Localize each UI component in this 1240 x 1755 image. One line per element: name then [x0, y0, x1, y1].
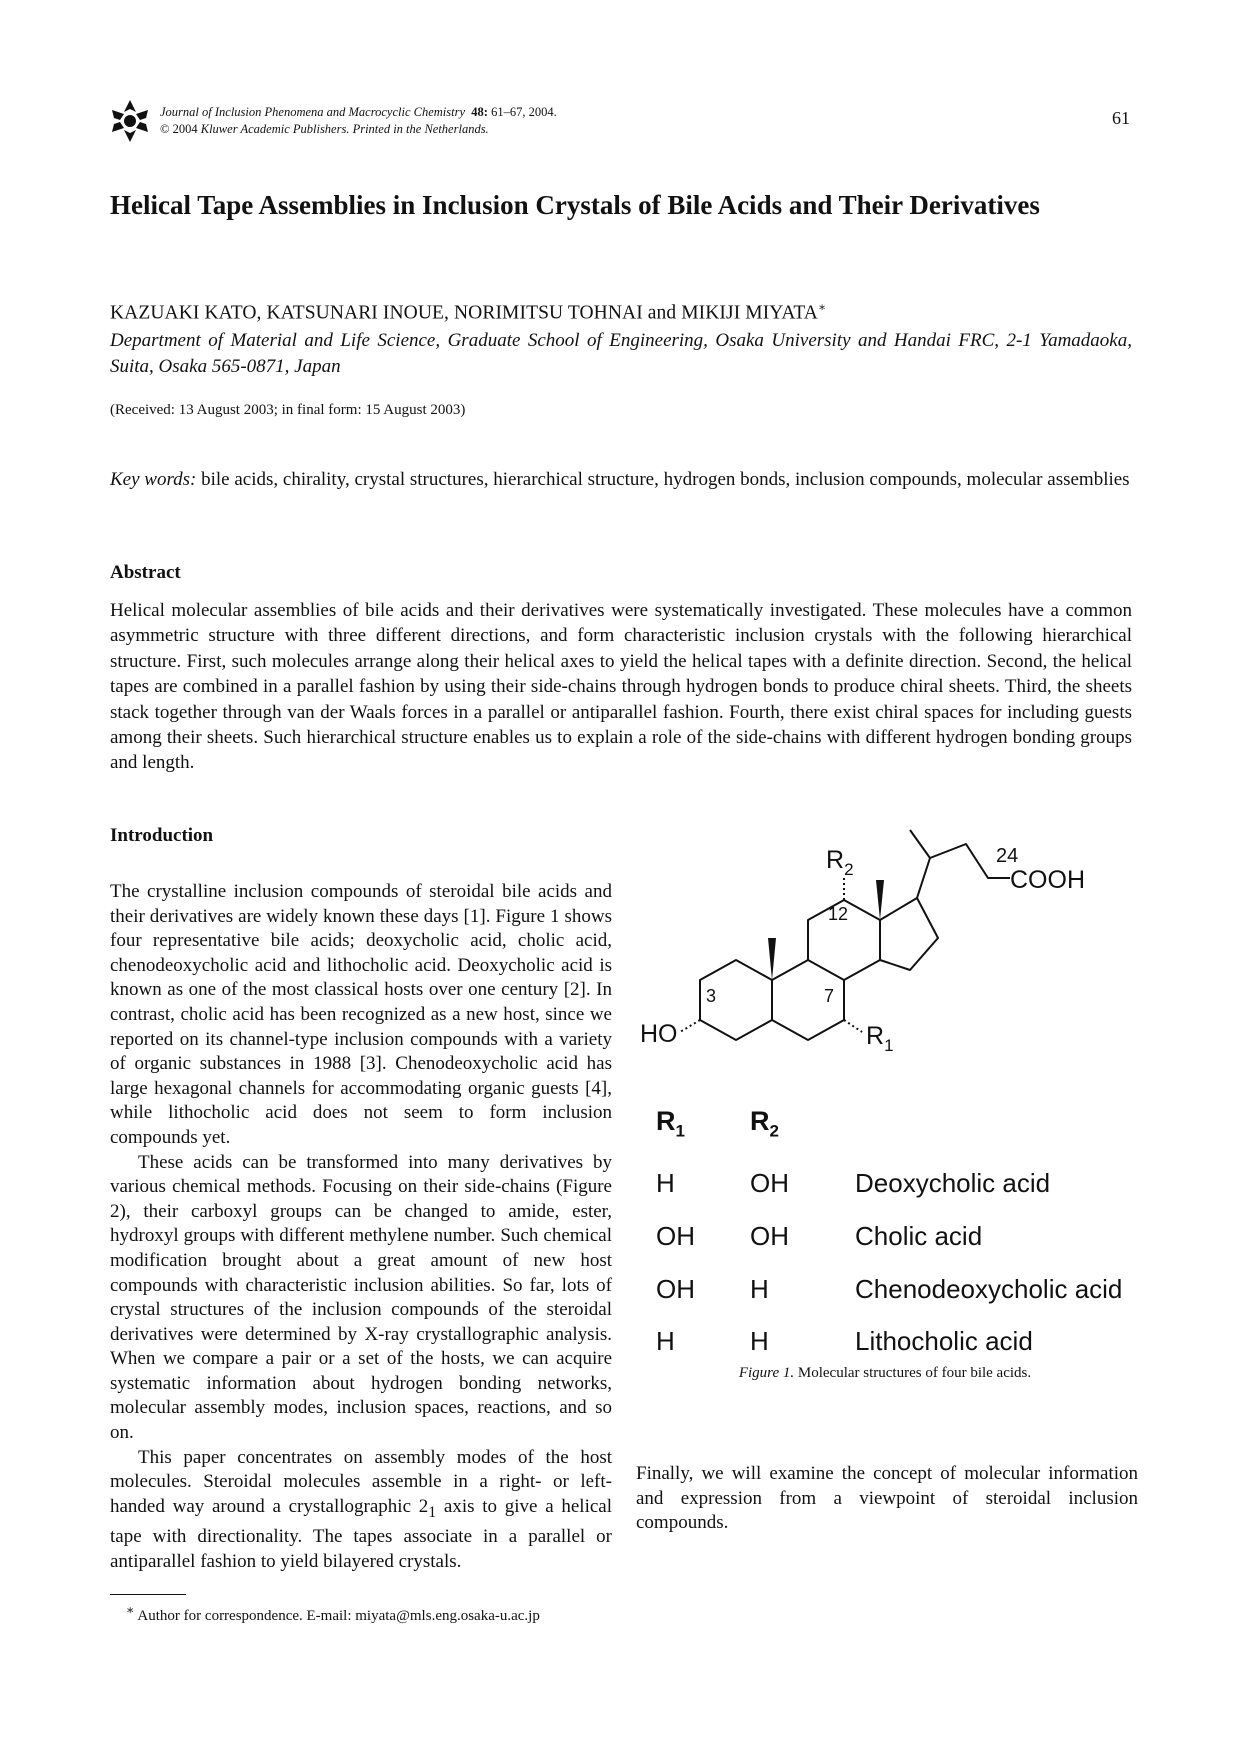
journal-pages: 61–67, 2004.	[487, 105, 557, 119]
introduction-heading: Introduction	[110, 825, 214, 846]
caption-label: Figure 1.	[738, 1365, 795, 1381]
affiliation: Department of Material and Life Science, Graduate School of Engineering, Osaka University and Handai FRC, 2-1 Yamadaoka, Suita, Osaka 565-0871, Japan	[110, 330, 1132, 377]
label-r1: $R_1$	[866, 1022, 894, 1055]
copyright: © 2004	[160, 122, 201, 136]
row-3-name: Chenodeoxycholic acid	[855, 1274, 1123, 1304]
keywords-text: bile acids, chirality, crystal structures, hierarchical structure, hydrogen bonds, inclusion compounds, molecular assemblies	[196, 469, 1130, 490]
row-3-r2: H	[750, 1274, 769, 1304]
journal-volume: 48:	[471, 105, 488, 119]
author-list	[110, 300, 826, 325]
row-1-r2: OH	[750, 1168, 789, 1198]
paper-title: Helical Tape Assemblies in Inclusion Crystals of Bile Acids and Their Derivatives	[110, 190, 1040, 220]
footnote-mark: ∗	[126, 1603, 135, 1617]
table-head-r2: $R_2$	[750, 1106, 779, 1141]
row-3-r1: OH	[656, 1274, 695, 1304]
row-4-r1: H	[656, 1326, 675, 1356]
methyl-wedge-13	[876, 880, 884, 920]
publisher: Kluwer Academic Publishers. Printed in the Netherlands.	[200, 122, 489, 136]
ho-bond	[680, 1020, 700, 1032]
side-chain	[910, 830, 1010, 898]
abstract-heading: Abstract	[110, 562, 181, 583]
label-r2: $R_2$	[826, 846, 854, 879]
received-dates: (Received: 13 August 2003; in final form: 15 August 2003)	[110, 402, 466, 418]
label-3: 3	[706, 986, 717, 1006]
right-column-text: Finally, we will examine the concept of molecular information and expression from a viewpoint of steroidal inclusion compounds.	[636, 1463, 1138, 1534]
intro-p3-part-a: This paper concentrates on assembly modes of the host molecules. Steroidal molecules assemble in a right- or left-handed way around a crystallographic 2	[110, 1446, 612, 1517]
page-number: 61	[1112, 108, 1130, 128]
introduction-body	[110, 880, 612, 1574]
table-head-r1: $R_1$	[656, 1106, 685, 1141]
row-2-name: Cholic acid	[855, 1221, 983, 1251]
intro-paragraph-2: These acids can be transformed into many derivatives by various chemical methods. Focusing on their side-chains (Figure 2), their carboxyl groups can be changed to amide, ester, hydroxyl groups with different methylene number. Such chemical modification brought about a great amount of new host compounds with characteristic inclusion abilities. So far, lots of crystal structures of the inclusion compounds of the steroidal derivatives were determined by X-ray crystallographic analysis. When we compare a pair or a set of the hosts, we can acquire systematic information about hydrogen bonding networks, molecular assembly modes, inclusion spaces, reactions, and so on.	[110, 1151, 612, 1444]
intro-paragraph-3	[110, 1446, 612, 1575]
publisher-logo	[110, 98, 150, 144]
figure-1-structure	[630, 820, 1140, 1350]
label-24: 24	[996, 845, 1019, 867]
r1-bond	[844, 1020, 862, 1032]
intro-p3-part-b: axis to give a helical tape with directionality. The tapes associate in a parallel or antiparallel fashion to yield bilayered crystals.	[110, 1495, 612, 1572]
footnote-rule	[110, 1594, 186, 1595]
caption-text: Molecular structures of four bile acids.	[794, 1365, 1032, 1381]
methyl-wedge-10	[768, 938, 776, 980]
author-mark: ∗	[818, 300, 827, 314]
intro-p3-subscript: 1	[428, 1503, 437, 1521]
row-2-r2: OH	[750, 1221, 789, 1251]
author-names: KAZUAKI KATO, KATSUNARI INOUE, NORIMITSU TOHNAI and MIKIJI MIYATA	[110, 302, 818, 324]
keywords-label: Key words:	[110, 469, 197, 490]
label-7: 7	[824, 986, 835, 1006]
figure-1-caption	[630, 1365, 1140, 1382]
footnote	[126, 1602, 540, 1625]
label-ho: HO	[640, 1020, 678, 1048]
row-2-r1: OH	[656, 1221, 695, 1251]
ring-d	[880, 898, 938, 970]
intro-paragraph-1: The crystalline inclusion compounds of steroidal bile acids and their derivatives are widely known these days [1]. Figure 1 shows four representative bile acids; deoxycholic acid, cholic acid, chenodeoxycholic acid and lithocholic acid. Deoxycholic acid is known as one of the most classical hosts over one century [2]. In contrast, cholic acid has been recognized as a new host, since we reported on its channel-type inclusion compounds with a variety of organic substances in 1988 [3]. Chenodeoxycholic acid has large hexagonal channels for accommodating organic guests [4], while lithocholic acid does not seem to form inclusion compounds yet.	[110, 881, 612, 1148]
label-12: 12	[828, 904, 849, 924]
row-4-name: Lithocholic acid	[855, 1326, 1033, 1356]
keywords	[110, 467, 1132, 493]
footnote-text: Author for correspondence. E-mail: miyata@mls.eng.osaka-u.ac.jp	[134, 1608, 540, 1624]
row-4-r2: H	[750, 1326, 769, 1356]
abstract-text: Helical molecular assemblies of bile acids and their derivatives were systematically investigated. These molecules have a common asymmetric structure with three different directions, and form characteristic inclusion crystals with the following hierarchical structure. First, such molecules arrange along their helical axes to yield the helical tapes with a definite direction. Second, the helical tapes are combined in a parallel fashion by using their side-chains through hydrogen bonds to produce chiral sheets. Third, the sheets stack together through van der Waals forces in a parallel or antiparallel fashion. Fourth, there exist chiral spaces for including guests among their sheets. Such hierarchical structure enables us to explain a role of the side-chains with different hydrogen bonding groups and length.	[110, 600, 1132, 774]
label-cooh: COOH	[1010, 866, 1085, 894]
row-1-r1: H	[656, 1168, 675, 1198]
row-1-name: Deoxycholic acid	[855, 1168, 1051, 1198]
journal-name: Journal of Inclusion Phenomena and Macrocyclic Chemistry	[160, 105, 466, 119]
journal-header	[160, 104, 557, 138]
